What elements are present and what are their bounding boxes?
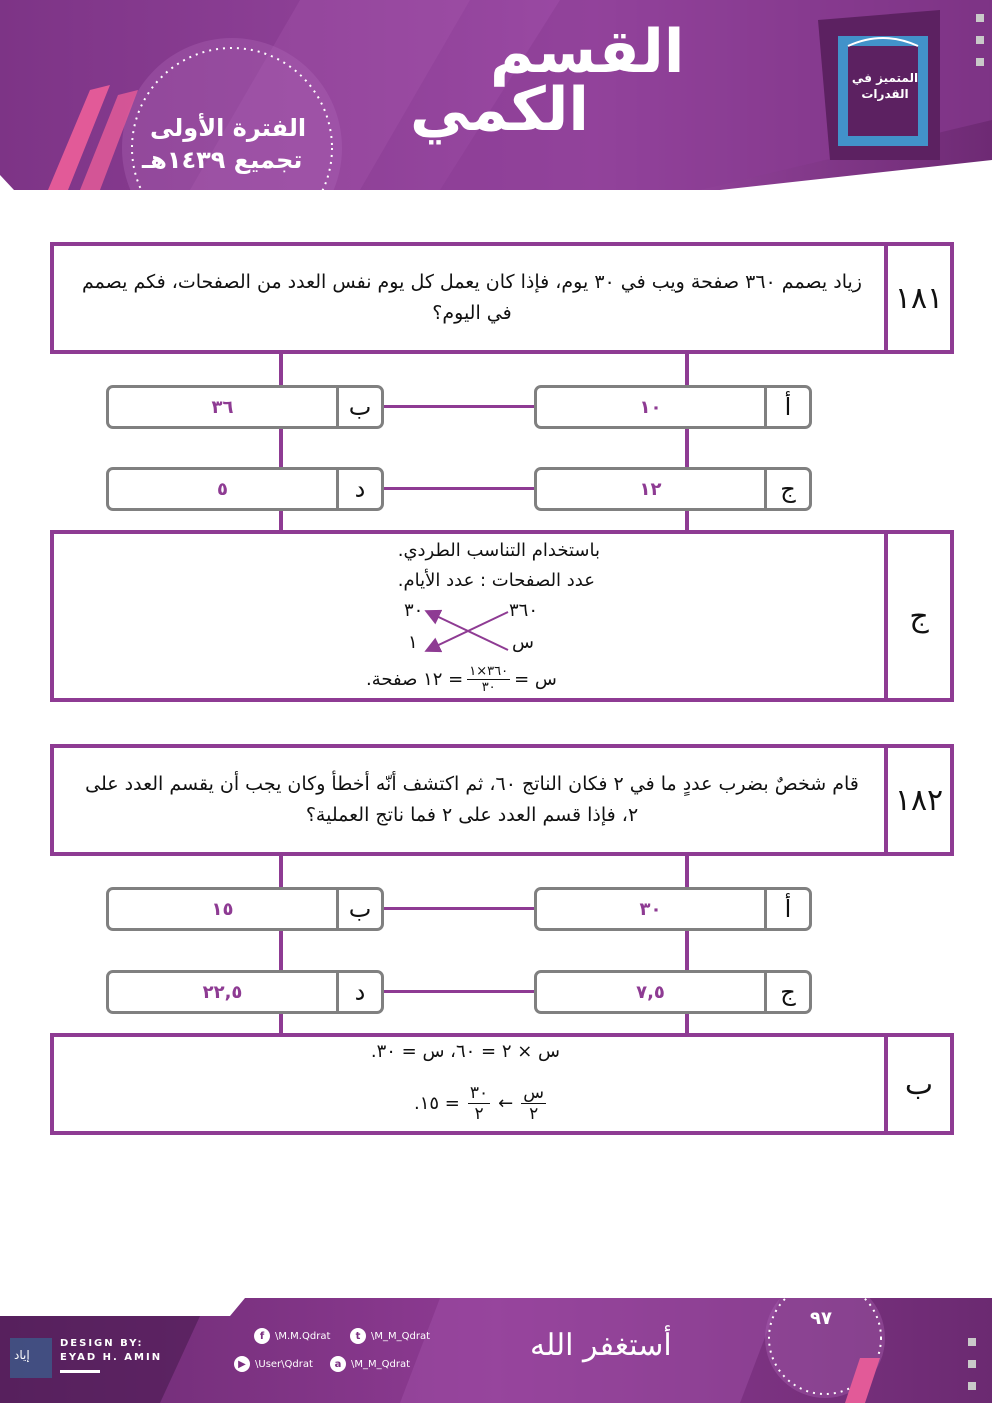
header-collection: تجميع ١٤٣٩هـ [142,146,303,174]
option-d[interactable] [106,467,384,511]
option-c[interactable] [534,970,812,1014]
header-title-line1: القسم [490,17,685,87]
question-text: زياد يصمم ٣٦٠ صفحة ويب في ٣٠ يوم، فإذا كان يعمل كل يوم نفس العدد من الصفحات، فكم يصمم في اليوم؟ [82,271,862,324]
fraction-numerator: ٣٦٠×١ [469,664,509,679]
design-by-label: DESIGN BY: [60,1338,144,1349]
fraction-denominator: ٣٠ [481,680,496,695]
fraction-numerator: ٣٠ [469,1083,489,1103]
option-value: ٣٠ [639,898,662,920]
option-letter: أ [764,890,809,928]
option-value: ١٢ [639,478,662,500]
proportion-value: ١ [408,632,418,653]
twitter-icon[interactable]: t [350,1328,366,1344]
proportion-value: س [512,632,534,653]
solution-equation [414,1083,550,1124]
equation-rhs: = ١٥. [414,1093,460,1114]
option-c[interactable] [534,467,812,511]
page-number: ٩٧ [810,1308,832,1329]
solution-line: باستخدام التناسب الطردي. [397,540,600,561]
header-title-line2: الكمي [410,75,589,145]
fraction [521,1083,546,1124]
logo: المتميز في القدرات [851,71,919,101]
connector-line [384,487,534,490]
arrow-symbol: ← [498,1093,514,1114]
solution-line: عدد الصفحات : عدد الأيام. [397,570,595,591]
footer-background [0,1298,992,1403]
option-letter: ج [764,973,809,1011]
ask-icon[interactable]: a [330,1356,346,1372]
question-box-181 [50,242,954,354]
question-box-182 [50,744,954,856]
question-text: قام شخصٌ بضرب عددٍ ما في ٢ فكان الناتج ٦٠، ثم اكتشف أنّه أخطأ وكان يجب أن يقسم العدد على ٢، فإذا قسم العدد على ٢ فما ناتج العملية؟ [85,773,859,826]
header-period: الفترة الأولى [150,114,307,142]
option-d[interactable] [106,970,384,1014]
option-b[interactable] [106,385,384,429]
solution-box-181 [50,530,954,702]
cross-multiply-arrows [422,606,512,656]
option-letter: د [336,973,381,1011]
fraction [467,664,510,695]
page-header [0,0,992,190]
ask-handle[interactable]: \M_M_Qdrat [351,1359,411,1370]
answer-letter: ب [884,1037,950,1131]
option-value: ٢٢,٥ [202,981,243,1003]
proportion-value: ٣٦٠ [509,600,539,621]
facebook-handle[interactable]: \M.M.Qdrat [275,1331,331,1342]
equation-lhs: س = [514,669,557,690]
option-value: ٥ [217,478,228,500]
equation-rhs: = ١٢ صفحة. [366,669,464,690]
fraction-denominator: ٢ [474,1104,484,1124]
solution-equation [366,664,557,695]
fraction-numerator: س [523,1083,545,1103]
connector-line [384,405,534,408]
option-letter: ج [764,470,809,508]
page-footer [0,1298,992,1403]
option-value: ٧,٥ [636,981,665,1003]
designer-signature: إياد [14,1348,30,1362]
solution-line: س × ٢ = ٦٠، س = ٣٠. [370,1041,560,1062]
option-value: ١٥ [211,898,234,920]
facebook-icon[interactable]: f [254,1328,270,1344]
answer-letter: ج [884,534,950,698]
solution-box-182 [50,1033,954,1135]
option-value: ١٠ [639,396,662,418]
option-a[interactable] [534,887,812,931]
calligraphy: أستغفر الله [530,1328,672,1363]
youtube-handle[interactable]: \User\Qdrat [255,1359,313,1370]
fraction-denominator: ٢ [529,1104,539,1124]
connector-line [384,990,534,993]
option-letter: ب [336,890,381,928]
question-number: ١٨١ [884,246,950,350]
question-number: ١٨٢ [884,748,950,852]
option-letter: ب [336,388,381,426]
youtube-icon[interactable]: ▶ [234,1356,250,1372]
option-value: ٣٦ [211,396,234,418]
option-b[interactable] [106,887,384,931]
designer-name: EYAD H. AMIN [60,1352,163,1363]
option-a[interactable] [534,385,812,429]
connector-line [384,907,534,910]
option-letter: أ [764,388,809,426]
fraction [468,1083,490,1124]
option-letter: د [336,470,381,508]
twitter-handle[interactable]: \M_M_Qdrat [371,1331,431,1342]
proportion-value: ٣٠ [404,600,424,621]
